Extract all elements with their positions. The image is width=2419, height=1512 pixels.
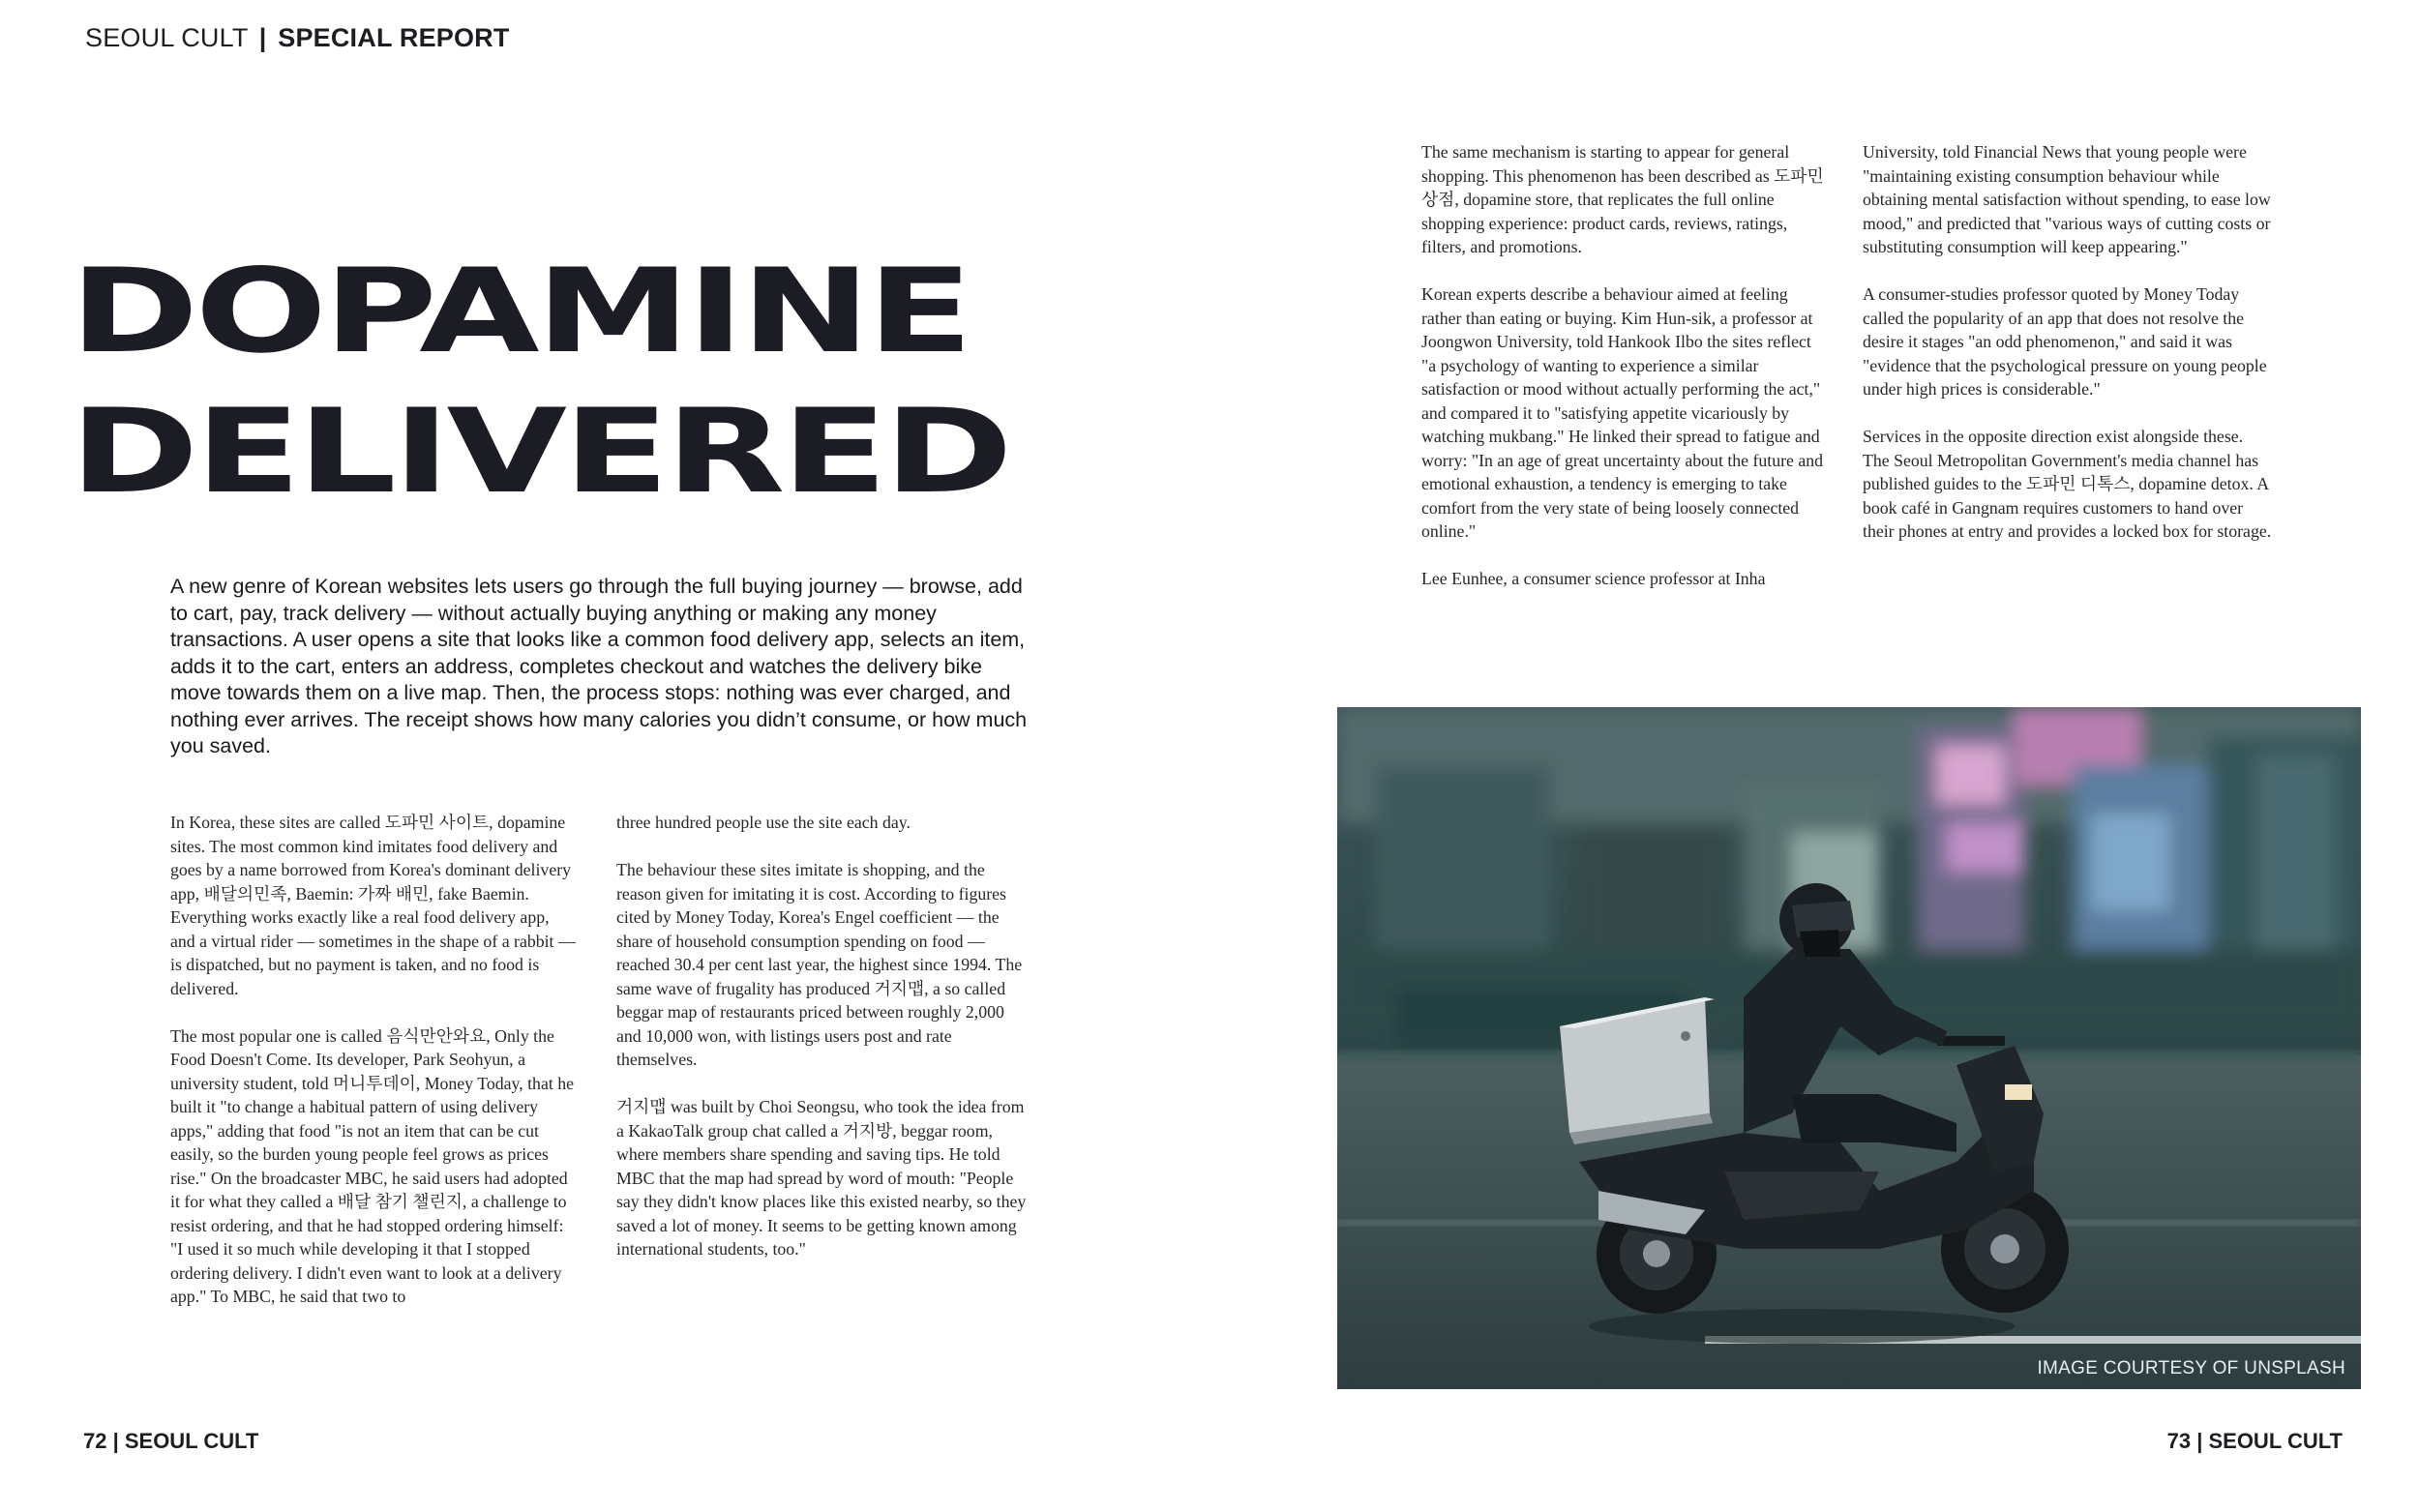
paragraph: three hundred people use the site each day.	[616, 813, 911, 832]
publication-name: SEOUL CULT	[85, 23, 249, 52]
page-number-right: 73 | SEOUL CULT	[2166, 1429, 2343, 1453]
paragraph: A consumer-studies professor quoted by Money Today called the popularity of an app that does not resolve the desire it stages "an odd phenomenon," and said it was "evidence that the psychological pressure on young people under high prices is considerable."	[1863, 284, 2267, 399]
paragraph: Lee Eunhee, a consumer science professor at Inha	[1421, 569, 1766, 588]
paragraph: The behaviour these sites imitate is shopping, and the reason given for imitating it is cost. According to figures cited by Money Today, Korea's Engel coefficient — the share of household consumption spending on food — reached 30.4 per cent last year, the highest since 1994. The same wave of frugality has produced 거지맵, a so called beggar map of restaurants priced between roughly 2,000 and 10,000 won, with listings users post and rate themselves.	[616, 860, 1023, 1069]
article-photo	[1337, 707, 2361, 1389]
body-column-2	[616, 811, 1028, 1285]
paragraph: In Korea, these sites are called 도파민 사이트, dopamine sites. The most common kind imitates food delivery and goes by a name borrowed from Korea's dominant delivery app, 배달의민족, Baemin: 가짜 배민, fake Baemin. Everything works exactly like a real food delivery app, and a virtual rider — sometimes in the shape of a rabbit — is dispatched, but no payment is taken, and no food is delivered.	[170, 813, 576, 998]
paragraph: The most popular one is called 음식만안와요, Only the Food Doesn't Come. Its developer, Park Seohyun, a university student, told 머니투데이, Money Today, that he built it "to change a habitual pattern of using delivery apps," adding that food "is not an item that can be cut easily, so the burden young people feel grows as prices rise." On the broadcaster MBC, he said users had adopted it for what they called a 배달 참기 챌린지, a challenge to resist ordering, and that he had stopped ordering himself: "I used it so much while developing it that I stopped ordering delivery. I didn't even want to look at a delivery app." To MBC, he said that two to	[170, 1025, 575, 1306]
paragraph: 거지맵 was built by Choi Seongsu, who took the idea from a KakaoTalk group chat called a 거지방, beggar room, where members share spending and saving tips. He told MBC that the map had spread by word of mouth: "People say they didn't know places like this existed nearby, so they saved a lot of money. It seems to be getting known among international students, too."	[616, 1097, 1027, 1259]
body-column-3	[1421, 140, 1828, 614]
header-separator: |	[258, 23, 267, 52]
section-name: SPECIAL REPORT	[278, 23, 510, 52]
paragraph: Korean experts describe a behaviour aimed at feeling rather than eating or buying. Kim Hun-sik, a professor at Joongwon University, told Hankook Ilbo the sites reflect "a psychology of wanting to experience a similar satisfaction or mood without actually performing the act," and compared it to "satisfying appetite vicariously by watching mukbang." He linked their spread to fatigue and worry: "In an age of great uncertainty about the future and emotional exhaustion, a tendency is emerging to take comfort from the very state of being loosely connected online."	[1421, 284, 1824, 541]
running-header	[85, 23, 510, 53]
photo-credit: IMAGE COURTESY OF UNSPLASH	[2037, 1358, 2345, 1379]
paragraph: University, told Financial News that young people were "maintaining existing consumption behaviour while obtaining mental satisfaction without spending, to ease low mood," and predicted that "various ways of cutting costs or substituting consumption will keep appearing."	[1863, 142, 2271, 256]
paragraph: The same mechanism is starting to appear for general shopping. This phenomenon has been described as 도파민 상점, dopamine store, that replicates the full online shopping experience: product cards, reviews, ratings, filters, and promotions.	[1421, 142, 1824, 256]
headline-line-1: DOPAMINE	[70, 245, 970, 379]
paragraph: Services in the opposite direction exist alongside these. The Seoul Metropolitan Government's media channel has published guides to the 도파민 디톡스, dopamine detox. A book café in Gangnam requires customers to hand over their phones at entry and provides a locked box for storage.	[1863, 427, 2272, 541]
delivery-rider-illustration	[1337, 707, 2361, 1389]
article-headline	[70, 242, 1009, 522]
body-column-1	[170, 811, 577, 1332]
headline-line-2: DELIVERED	[70, 385, 1009, 519]
standfirst: A new genre of Korean websites lets users go through the full buying journey — browse, add to cart, pay, track delivery — without actually buying anything or making any money transactions. A user opens a site that looks like a common food delivery app, selects an item, adds it to the cart, enters an address, completes checkout and watches the delivery bike move towards them on a live map. Then, the process stops: nothing was ever charged, and nothing ever arrives. The receipt shows how many calories you didn’t consume, or how much you saved.	[170, 575, 1028, 757]
page-number-left: 72 | SEOUL CULT	[83, 1429, 259, 1453]
body-column-4	[1863, 140, 2273, 567]
